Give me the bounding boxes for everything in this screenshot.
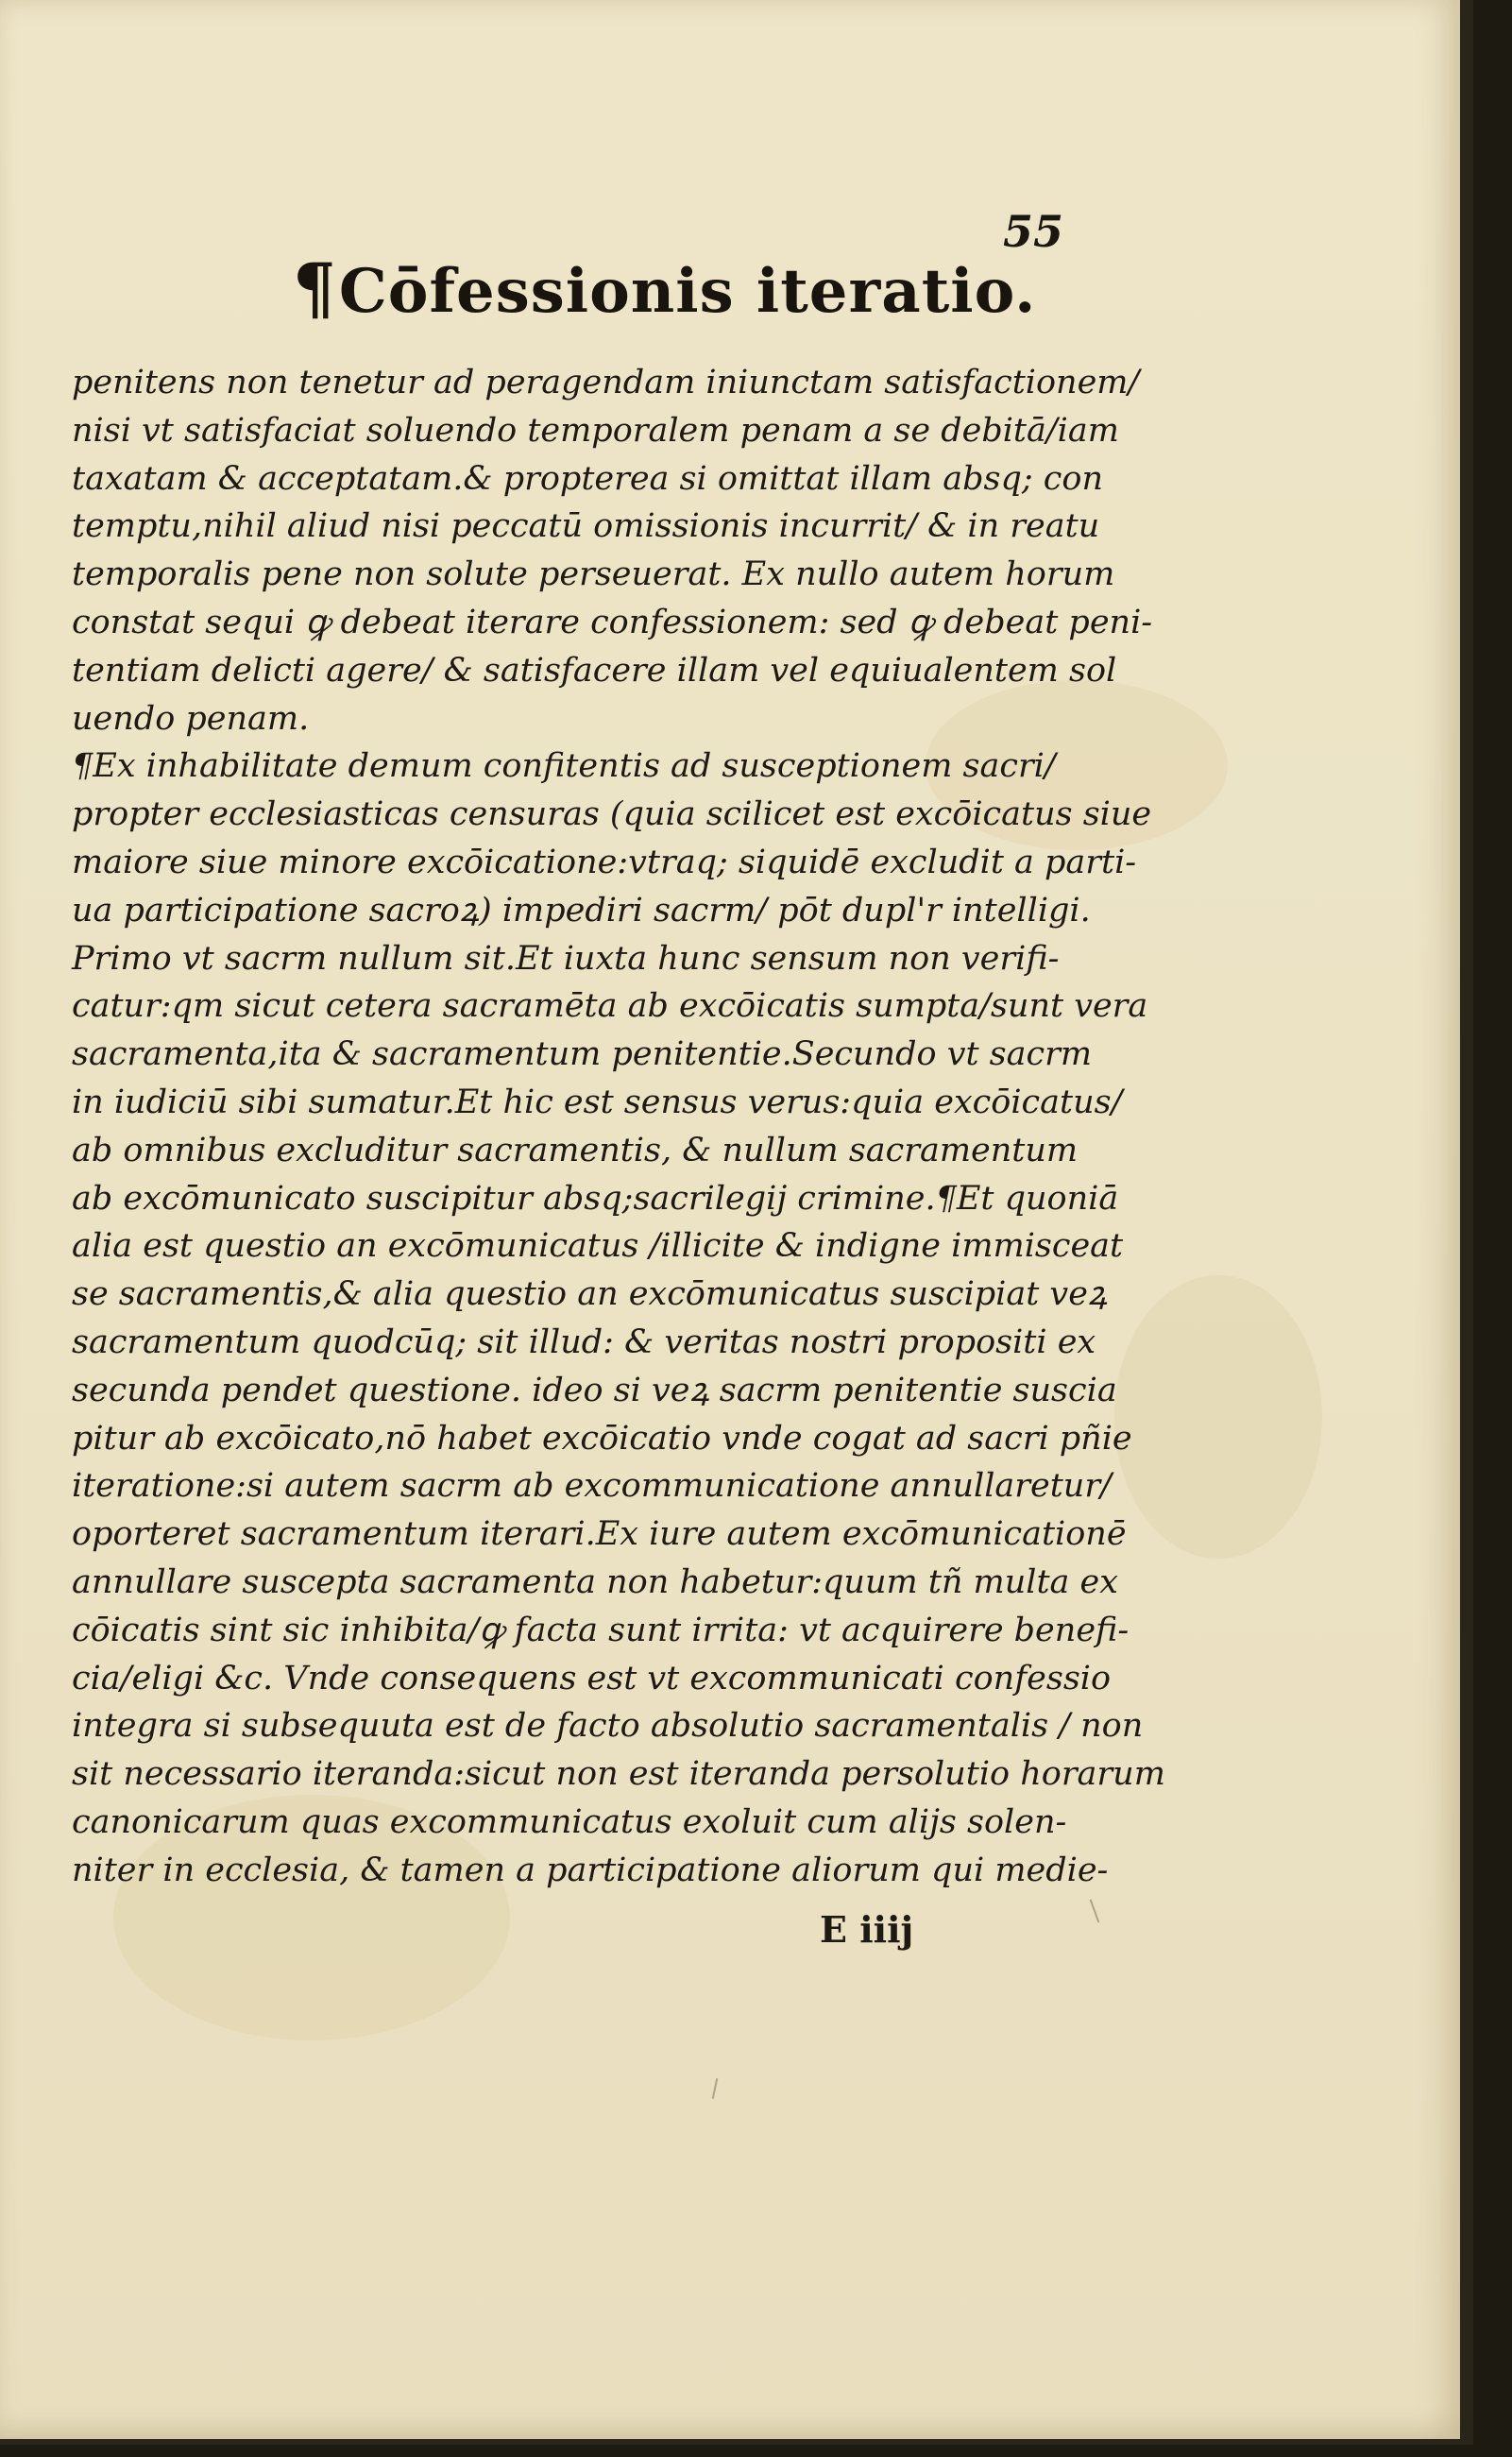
text-line: oporteret sacramentum iterari.Ex iure autem excōmunicationē (72, 1515, 1127, 1554)
text-line: sit necessario iteranda:sicut non est iteranda persolutio horarum (72, 1755, 1165, 1794)
text-line: cia/eligi &c. Vnde consequens est vt excommunicati confessio (72, 1659, 1112, 1698)
text-line: secunda pendet questione. ideo si veꝝ sacrm penitentie suscia (72, 1371, 1117, 1409)
pilcrow-mark: ¶ (293, 247, 337, 328)
text-line: alia est questio an excōmunicatus /illicite & indigne immisceat (72, 1227, 1124, 1266)
signature-mark: E iiij (820, 1908, 914, 1951)
text-line: constat sequi ꝙ debeat iterare confessionem: sed ꝙ debeat peni‑ (72, 603, 1153, 641)
text-line: integra si subsequuta est de facto absolutio sacramentalis / non (72, 1707, 1144, 1746)
text-line: penitens non tenetur ad peragendam iniunctam satisfactionem/ (72, 364, 1140, 401)
heading-title: Cōfessionis iteratio. (338, 256, 1037, 327)
text-line: se sacramentis,& alia questio an excōmunicatus suscipiat veꝝ (72, 1275, 1108, 1314)
running-heading (293, 247, 1037, 328)
text-line: taxatam & acceptatam.& propterea si omittat illam absq; con (72, 459, 1103, 498)
paper-stain (1114, 1275, 1322, 1559)
folio-number: 55 (1003, 206, 1064, 257)
body-text-block (72, 359, 1165, 1895)
text-line: nisi vt satisfaciat soluendo temporalem penam a se debitā/iam (72, 411, 1119, 450)
ink-speck (712, 2078, 719, 2099)
text-line: Primo vt sacrm nullum sit.Et iuxta hunc sensum non verifi‑ (72, 939, 1060, 978)
text-line: niter in ecclesia, & tamen a participatione aliorum qui medie‑ (72, 1851, 1109, 1889)
text-line: in iudiciū sibi sumatur.Et hic est sensus verus:quia excōicatus/ (72, 1083, 1123, 1121)
text-line: maiore siue minore excōicatione:vtraq; siquidē excludit a parti‑ (72, 843, 1137, 881)
text-line: catur:qm sicut cetera sacramēta ab excōicatis sumpta/sunt vera (72, 987, 1148, 1026)
text-line: propter ecclesiasticas censuras (quia scilicet est excōicatus siue (72, 795, 1152, 834)
text-line: ¶Ex inhabilitate demum confitentis ad susceptionem sacri/ (72, 747, 1056, 786)
text-line: cōicatis sint sic inhibita/ꝙ facta sunt irrita: vt acquirere benefi‑ (72, 1611, 1130, 1649)
text-line: ua participatione sacroꝝ) impediri sacrm/ pōt dupl'r intelligi. (72, 891, 1091, 930)
text-line: tentiam delicti agere/ & satisfacere illam vel equiualentem sol (72, 651, 1117, 690)
text-line: iteratione:si autem sacrm ab excommunicatione annullaretur/ (72, 1467, 1112, 1506)
text-line: sacramenta,ita & sacramentum penitentie.Secundo vt sacrm (72, 1035, 1093, 1074)
text-line: ab omnibus excluditur sacramentis, & nullum sacramentum (72, 1131, 1079, 1169)
text-line: temptu,nihil aliud nisi peccatū omissionis incurrit/ & in reatu (72, 507, 1100, 546)
text-line: canonicarum quas excommunicatus exoluit cum alijs solen‑ (72, 1802, 1067, 1841)
ink-speck (1090, 1899, 1100, 1922)
text-line: sacramentum quodcūq; sit illud: & veritas nostri propositi ex (72, 1322, 1096, 1361)
text-line: pitur ab excōicato,nō habet excōicatio vnde cogat ad sacri pñie (72, 1419, 1132, 1458)
text-line: ab excōmunicato suscipitur absq;sacrilegij crimine.¶Et quoniā (72, 1179, 1119, 1218)
text-line: uendo penam. (72, 699, 310, 738)
text-line: temporalis pene non solute perseuerat. Ex nullo autem horum (72, 555, 1115, 594)
text-line: annullare suscepta sacramenta non habetur:quum tñ multa ex (72, 1562, 1118, 1601)
